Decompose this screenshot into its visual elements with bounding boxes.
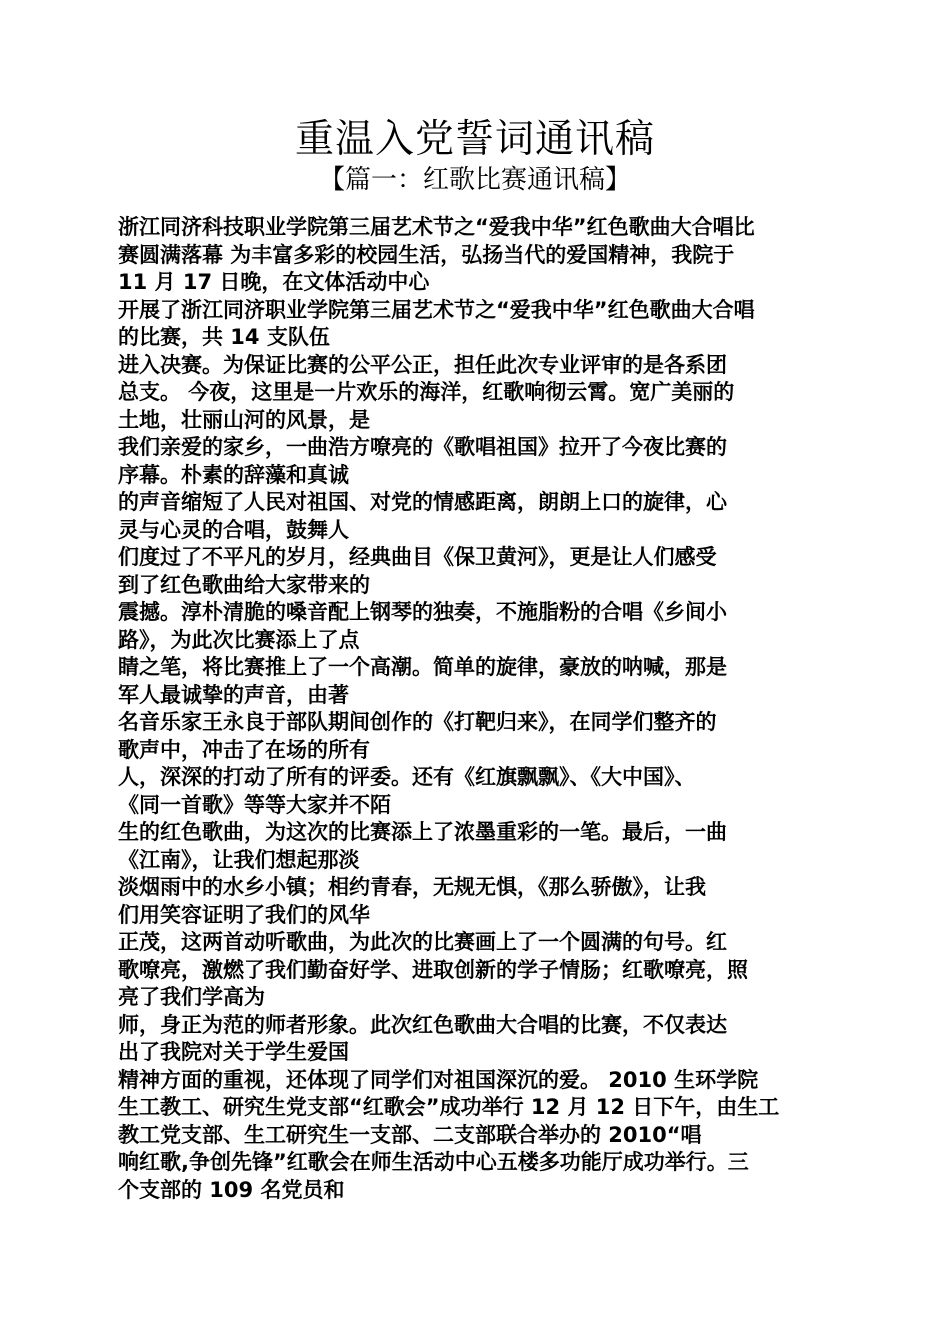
body-text-line: 《同一首歌》等等大家并不陌 bbox=[118, 792, 391, 817]
body-text-line: 路》，为此次比赛添上了点 bbox=[118, 627, 360, 652]
body-text-line: 开展了浙江同济职业学院第三届艺术节之“爱我中华”红色歌曲大合唱 bbox=[118, 297, 755, 322]
body-text-line: 浙江同济科技职业学院第三届艺术节之“爱我中华”红色歌曲大合唱比 bbox=[118, 215, 755, 239]
body-text-line: 生工教工、研究生党支部“红歌会”成功举行 12 月 12 日下午，由生工 bbox=[118, 1095, 780, 1119]
body-text-line: 教工党支部、生工研究生一支部、二支部联合举办的 2010“唱 bbox=[118, 1122, 702, 1147]
body-text-line: 的比赛，共 14 支队伍 bbox=[118, 325, 330, 349]
body-text-line: 序幕。朴素的辞藻和真诚 bbox=[118, 462, 349, 487]
body-text-line: 灵与心灵的合唱，鼓舞人 bbox=[118, 517, 349, 542]
body-text-line: 进入决赛。为保证比赛的公平公正，担任此次专业评审的是各系团 bbox=[118, 352, 727, 377]
body-text-line: 响红歌,争创先锋”红歌会在师生活动中心五楼多功能厅成功举行。三 bbox=[118, 1150, 749, 1174]
body-text-line: 们度过了不平凡的岁月，经典曲目《保卫黄河》，更是让人们感受 bbox=[118, 545, 717, 569]
body-text-line: 军人最诚挚的声音，由著 bbox=[118, 682, 349, 707]
body-text-line: 到了红色歌曲给大家带来的 bbox=[118, 572, 370, 597]
body-text-line: 我们亲爱的家乡，一曲浩方嘹亮的《歌唱祖国》拉开了今夜比赛的 bbox=[118, 435, 727, 459]
body-text-line: 名音乐家王永良于部队期间创作的《打靶归来》，在同学们整齐的 bbox=[118, 710, 717, 734]
body-text-line: 震撼。淳朴清脆的嗓音配上钢琴的独奏，不施脂粉的合唱《乡间小 bbox=[118, 600, 727, 624]
body-text-line: 师，身正为范的师者形象。此次红色歌曲大合唱的比赛，不仅表达 bbox=[118, 1012, 727, 1037]
body-text-line: 出了我院对关于学生爱国 bbox=[118, 1040, 349, 1064]
document-body bbox=[118, 214, 838, 1204]
body-text-line: 总支。 今夜，这里是一片欢乐的海洋，红歌响彻云霄。宽广美丽的 bbox=[118, 380, 735, 404]
body-text-line: 的声音缩短了人民对祖国、对党的情感距离，朗朗上口的旋律，心 bbox=[118, 490, 727, 514]
body-text-line: 人，深深的打动了所有的评委。还有《红旗飘飘》、《大中国》、 bbox=[118, 765, 696, 789]
body-text-line: 个支部的 109 名党员和 bbox=[118, 1177, 345, 1202]
body-text-line: 《江南》，让我们想起那淡 bbox=[118, 847, 360, 872]
body-text-line: 11 月 17 日晚，在文体活动中心 bbox=[118, 270, 430, 294]
document-subtitle: 【篇一：红歌比赛通讯稿】 bbox=[318, 165, 631, 195]
body-text-line: 赛圆满落幕 为丰富多彩的校园生活，弘扬当代的爱国精神，我院于 bbox=[118, 242, 735, 267]
document-title: 重温入党誓词通讯稿 bbox=[294, 117, 655, 162]
body-text-line: 歌嘹亮，激燃了我们勤奋好学、进取创新的学子情肠；红歌嘹亮，照 bbox=[118, 957, 748, 982]
body-text-line: 们用笑容证明了我们的风华 bbox=[118, 902, 370, 927]
body-text-line: 土地，壮丽山河的风景，是 bbox=[118, 407, 370, 432]
body-text-line: 亮了我们学高为 bbox=[118, 985, 265, 1009]
body-text-line: 生的红色歌曲，为这次的比赛添上了浓墨重彩的一笔。最后，一曲 bbox=[118, 820, 727, 844]
body-text-line: 歌声中，冲击了在场的所有 bbox=[118, 737, 370, 762]
body-text-line: 精神方面的重视，还体现了同学们对祖国深沉的爱。 2010 生环学院 bbox=[118, 1067, 759, 1092]
body-text-line: 睛之笔，将比赛推上了一个高潮。简单的旋律，豪放的呐喊，那是 bbox=[118, 655, 727, 679]
body-text-line: 正茂，这两首动听歌曲，为此次的比赛画上了一个圆满的句号。红 bbox=[118, 930, 727, 954]
body-text-line: 淡烟雨中的水乡小镇；相约青春，无规无惧，《那么骄傲》，让我 bbox=[118, 875, 706, 899]
